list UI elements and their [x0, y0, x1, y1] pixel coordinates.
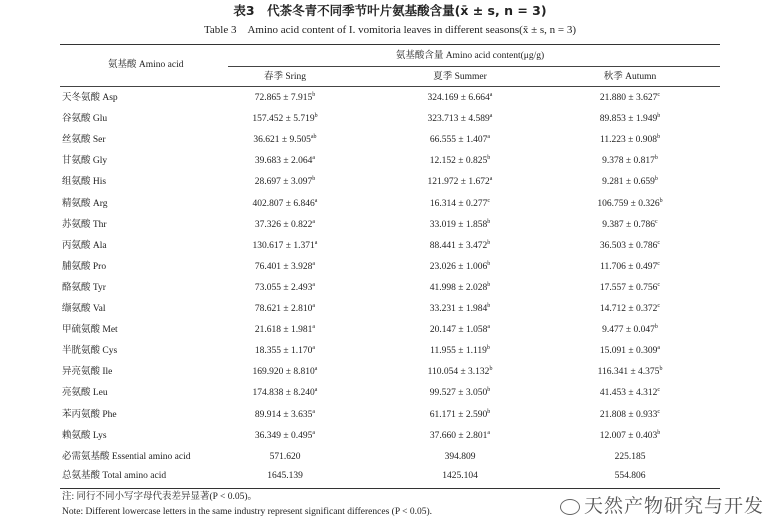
value-text: 61.171 ± 2.590: [429, 409, 488, 420]
significance-letter: b: [487, 387, 491, 394]
watermark: [560, 494, 764, 518]
significance-letter: a: [312, 281, 316, 288]
value-text: 15.091 ± 0.309: [599, 346, 658, 357]
significance-letter: c: [487, 197, 491, 204]
value-spring: [255, 324, 315, 336]
value-text: 33.019 ± 1.858: [429, 219, 488, 230]
value-spring: [255, 409, 315, 421]
value-text: 11.223 ± 0.908: [599, 135, 658, 146]
significance-letter: b: [659, 197, 663, 204]
value-text: 88.441 ± 3.472: [429, 240, 488, 251]
value-text: 18.355 ± 1.170: [254, 346, 313, 357]
significance-letter: b: [657, 113, 661, 120]
header-summer: 夏季 Summer: [433, 72, 487, 82]
significance-letter: c: [657, 239, 661, 246]
significance-letter: c: [655, 218, 658, 225]
significance-letter: b: [657, 134, 661, 141]
value-summer: [430, 282, 490, 294]
value-text: 9.378 ± 0.817: [602, 156, 655, 167]
significance-letter: b: [487, 239, 491, 246]
significance-letter: b: [486, 345, 490, 352]
significance-letter: b: [489, 366, 493, 373]
amino-acid-name: 总氨基酸 Total amino acid: [62, 471, 167, 481]
significance-letter: b: [654, 324, 658, 331]
value-text: 12.152 ± 0.825: [429, 156, 488, 167]
significance-letter: a: [314, 366, 318, 373]
value-autumn: [600, 303, 660, 315]
value-text: 9.477 ± 0.047: [602, 325, 655, 336]
significance-letter: a: [312, 324, 316, 331]
significance-letter: b: [487, 155, 491, 162]
amino-acid-name: 半胱氨酸 Cys: [62, 346, 118, 357]
significance-letter: c: [657, 260, 660, 267]
value-autumn: [600, 92, 660, 104]
value-spring: [255, 303, 315, 315]
value-summer: [430, 387, 490, 399]
value-text: 39.683 ± 2.064: [254, 156, 313, 167]
significance-letter: c: [657, 92, 661, 98]
value-text: 121.972 ± 1.672: [427, 177, 490, 188]
value-autumn: [602, 176, 658, 188]
value-autumn: [615, 451, 646, 463]
significance-letter: b: [654, 176, 658, 183]
value-summer: [428, 366, 493, 378]
amino-acid-name: 天冬氨酸 Asp: [62, 93, 118, 103]
header-amino-acid: 氨基酸 Amino acid: [108, 60, 184, 70]
value-text: 554.806: [614, 471, 646, 481]
value-text: 20.147 ± 1.058: [429, 325, 488, 336]
value-text: 28.697 ± 3.097: [254, 177, 313, 188]
value-text: 324.169 ± 6.664: [427, 93, 490, 103]
amino-acid-name: 异亮氨酸 Ile: [62, 367, 113, 378]
value-summer: [430, 261, 490, 273]
significance-letter: b: [654, 155, 658, 162]
value-text: 1645.139: [267, 471, 303, 481]
value-text: 1425.104: [442, 471, 478, 481]
significance-letter: b: [657, 429, 661, 436]
value-summer: [430, 155, 490, 167]
value-spring: [253, 387, 318, 399]
header-autumn: 秋季 Autumn: [603, 72, 657, 82]
value-text: 14.712 ± 0.372: [599, 304, 658, 314]
amino-acid-name: 丝氨酸 Ser: [62, 135, 106, 146]
note-en: Note: Different lowercase letters in the same industry represent significant differences (P < 0.05).: [62, 507, 433, 517]
value-spring: [253, 240, 318, 252]
top-rule: [60, 44, 720, 45]
value-text: 21.880 ± 3.627: [599, 93, 658, 103]
value-spring: [255, 282, 315, 294]
value-text: 89.853 ± 1.949: [599, 114, 658, 125]
value-spring: [255, 430, 315, 442]
significance-letter: b: [487, 260, 491, 267]
significance-letter: a: [312, 303, 316, 309]
value-text: 37.660 ± 2.801: [429, 430, 488, 441]
value-spring: [253, 366, 318, 378]
significance-letter: a: [314, 197, 318, 204]
significance-letter: ab: [310, 134, 317, 141]
value-text: 12.007 ± 0.403: [599, 430, 658, 441]
value-spring: [253, 134, 316, 146]
value-text: 157.452 ± 5.719: [252, 114, 315, 125]
value-summer: [428, 92, 493, 104]
significance-letter: c: [657, 387, 661, 394]
value-spring: [255, 261, 315, 273]
amino-acid-name: 苯丙氨酸 Phe: [62, 409, 117, 420]
table-title-en: Table 3 Amino acid content of I. vomitoria leaves in different seasons(x̄ ± s, n = 3): [203, 24, 577, 36]
wechat-icon: [560, 499, 580, 515]
value-text: 36.503 ± 0.786: [599, 240, 658, 251]
value-autumn: [615, 470, 646, 482]
header-bottom-rule: [60, 86, 720, 87]
value-summer: [430, 324, 490, 336]
value-summer: [442, 470, 478, 482]
amino-acid-name: 甘氨酸 Gly: [62, 156, 108, 167]
value-text: 394.809: [444, 452, 476, 462]
amino-acid-name: 苏氨酸 Thr: [62, 219, 107, 230]
significance-letter: a: [489, 92, 493, 98]
value-summer: [430, 409, 490, 421]
value-text: 21.808 ± 0.933: [599, 409, 658, 420]
value-text: 66.555 ± 1.407: [429, 135, 488, 146]
table-title-cn: 表3 代茶冬青不同季节叶片氨基酸含量(x̄ ± s, n = 3): [233, 3, 547, 18]
value-autumn: [600, 430, 660, 442]
value-autumn: [600, 134, 660, 146]
significance-letter: a: [312, 218, 316, 225]
value-text: 130.617 ± 1.371: [252, 240, 315, 251]
value-spring: [267, 470, 303, 482]
value-summer: [430, 134, 490, 146]
value-text: 323.713 ± 4.589: [427, 114, 490, 125]
significance-letter: a: [487, 324, 491, 331]
bottom-rule: [60, 488, 720, 489]
significance-letter: a: [312, 429, 316, 436]
value-summer: [430, 219, 490, 231]
value-summer: [430, 198, 490, 210]
amino-acid-name: 亮氨酸 Leu: [62, 388, 108, 399]
value-text: 402.807 ± 6.846: [252, 198, 315, 209]
value-autumn: [598, 366, 663, 378]
value-autumn: [602, 219, 657, 231]
value-spring: [252, 113, 317, 125]
value-text: 16.314 ± 0.277: [429, 198, 488, 209]
amino-acid-name: 组氨酸 His: [62, 177, 107, 188]
significance-letter: b: [487, 281, 491, 288]
value-text: 106.759 ± 0.326: [597, 198, 660, 209]
significance-letter: b: [487, 303, 491, 309]
value-text: 23.026 ± 1.006: [429, 261, 488, 272]
amino-acid-name: 精氨酸 Arg: [62, 198, 108, 209]
amino-acid-name: 赖氨酸 Lys: [62, 430, 107, 441]
value-spring: [255, 92, 315, 104]
value-spring: [255, 345, 315, 357]
amino-acid-name: 缬氨酸 Val: [62, 304, 106, 314]
value-text: 36.621 ± 9.505: [253, 135, 311, 146]
value-text: 99.527 ± 3.050: [429, 388, 488, 399]
value-autumn: [600, 113, 660, 125]
header-spring: 春季 Sring: [264, 72, 306, 82]
value-summer: [428, 176, 493, 188]
value-text: 110.054 ± 3.132: [427, 367, 490, 378]
value-spring: [255, 176, 315, 188]
value-text: 36.349 ± 0.495: [254, 430, 313, 441]
value-summer: [445, 451, 476, 463]
watermark-text: 天然产物研究与开发: [584, 495, 765, 517]
value-text: 571.620: [269, 452, 301, 462]
amino-acid-name: 必需氨基酸 Essential amino acid: [62, 452, 191, 462]
value-summer: [428, 113, 493, 125]
value-autumn: [600, 282, 660, 294]
value-text: 169.920 ± 8.810: [252, 367, 315, 378]
value-text: 11.706 ± 0.497: [600, 261, 658, 272]
value-text: 41.453 ± 4.312: [599, 388, 658, 399]
significance-letter: a: [312, 408, 316, 415]
value-text: 21.618 ± 1.981: [254, 325, 313, 336]
significance-letter: a: [314, 387, 318, 394]
significance-letter: a: [657, 345, 661, 352]
value-autumn: [602, 155, 658, 167]
value-autumn: [597, 198, 662, 210]
amino-acid-name: 谷氨酸 Glu: [62, 114, 108, 125]
significance-letter: a: [487, 429, 491, 436]
significance-letter: b: [487, 408, 491, 415]
value-text: 9.387 ± 0.786: [602, 219, 656, 230]
value-text: 89.914 ± 3.635: [254, 409, 313, 420]
value-text: 37.326 ± 0.822: [254, 219, 313, 230]
significance-letter: b: [314, 113, 318, 120]
value-text: 72.865 ± 7.915: [254, 93, 313, 103]
value-text: 17.557 ± 0.756: [599, 282, 658, 293]
value-spring: [253, 198, 318, 210]
value-text: 225.185: [614, 452, 646, 462]
significance-letter: a: [489, 176, 493, 183]
significance-letter: a: [314, 239, 318, 246]
value-text: 78.621 ± 2.810: [254, 304, 313, 314]
value-text: 11.955 ± 1.119: [430, 346, 487, 357]
amino-acid-name: 丙氨酸 Ala: [62, 240, 107, 251]
amino-acid-name: 酪氨酸 Tyr: [62, 282, 106, 293]
value-spring: [255, 155, 315, 167]
significance-letter: a: [312, 260, 316, 267]
value-autumn: [602, 324, 658, 336]
value-autumn: [600, 409, 660, 421]
header-sub-rule: [228, 66, 720, 67]
significance-letter: c: [657, 408, 661, 415]
significance-letter: a: [489, 113, 493, 120]
value-text: 76.401 ± 3.928: [254, 261, 313, 272]
value-text: 33.231 ± 1.984: [429, 304, 488, 314]
significance-letter: a: [312, 345, 316, 352]
value-autumn: [600, 261, 660, 273]
value-summer: [430, 345, 490, 357]
significance-letter: b: [659, 366, 663, 373]
value-summer: [430, 430, 490, 442]
significance-letter: b: [487, 218, 491, 225]
amino-acid-name: 甲硫氨酸 Met: [62, 325, 118, 336]
significance-letter: b: [312, 176, 316, 183]
value-spring: [270, 451, 301, 463]
value-text: 174.838 ± 8.240: [252, 388, 315, 399]
value-summer: [430, 240, 490, 252]
header-content-group: 氨基酸含量 Amino acid content(μg/g): [395, 51, 545, 61]
value-autumn: [600, 345, 660, 357]
significance-letter: c: [657, 303, 661, 309]
value-autumn: [600, 387, 660, 399]
amino-acid-name: 脯氨酸 Pro: [62, 261, 107, 272]
significance-letter: a: [312, 155, 316, 162]
value-text: 9.281 ± 0.659: [602, 177, 655, 188]
significance-letter: b: [312, 92, 316, 98]
value-summer: [430, 303, 490, 315]
value-autumn: [600, 240, 660, 252]
value-text: 116.341 ± 4.375: [597, 367, 660, 378]
value-spring: [255, 219, 315, 231]
significance-letter: c: [657, 281, 661, 288]
note-cn: 注: 同行不同小写字母代表差异显著(P < 0.05)。: [62, 492, 258, 502]
value-text: 41.998 ± 2.028: [429, 282, 488, 293]
value-text: 73.055 ± 2.493: [254, 282, 313, 293]
significance-letter: a: [487, 134, 491, 141]
